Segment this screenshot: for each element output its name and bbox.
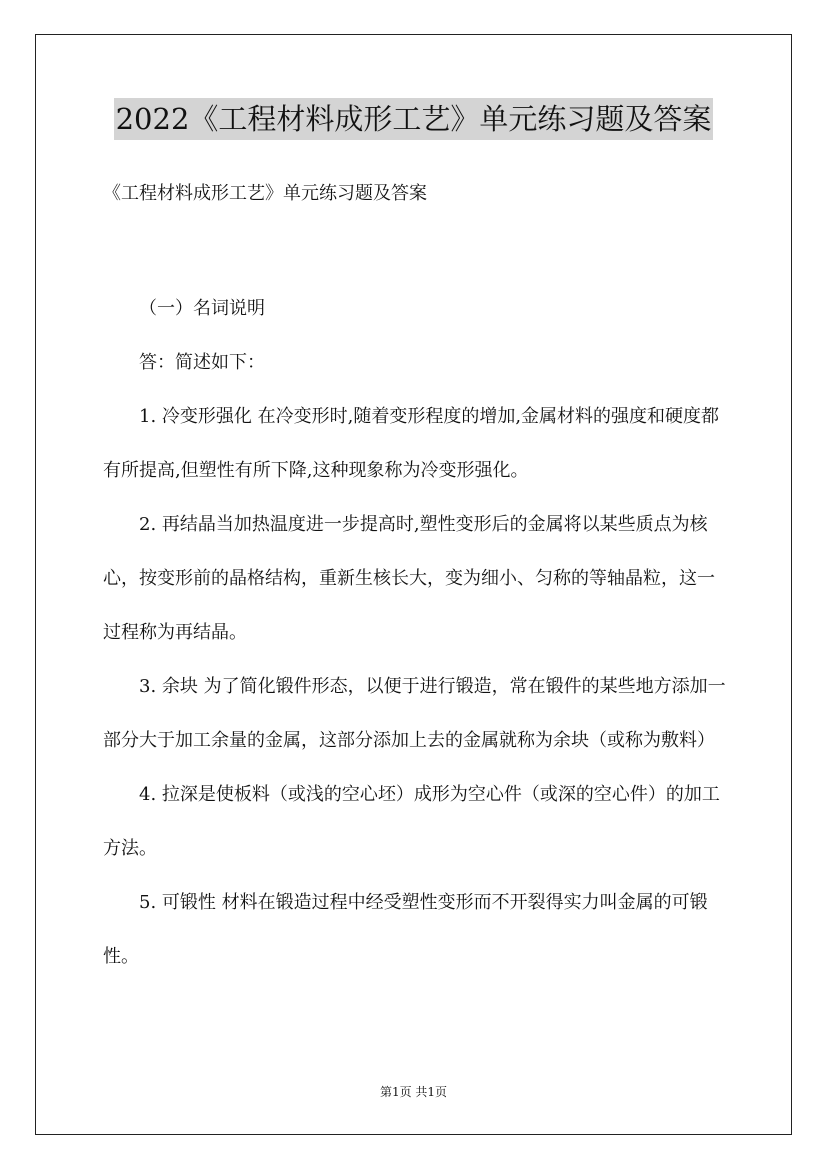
title-container — [0, 98, 827, 140]
definition-paragraph: 3. 余块 为了简化锻件形态，以便于进行锻造，常在锻件的某些地方添加一部分大于加工余量的金属，这部分添加上去的金属就称为余块（或称为敷料） — [103, 676, 726, 751]
definition-paragraph: 2. 再结晶当加热温度进一步提高时,塑性变形后的金属将以某些质点为核心，按变形前的晶格结构，重新生核长大，变为细小、匀称的等轴晶粒，这一过程称为再结晶。 — [103, 514, 715, 643]
definition-paragraph: 5. 可锻性 材料在锻造过程中经受塑性变形而不开裂得实力叫金属的可锻性。 — [103, 892, 708, 967]
definition-paragraph: 1. 冷变形强化 在冷变形时,随着变形程度的增加,金属材料的强度和硬度都有所提高,但塑性有所下降,这种现象称为冷变形强化。 — [103, 406, 720, 481]
answer-intro: 答：简述如下： — [139, 352, 265, 373]
document-subtitle: 《工程材料成形工艺》单元练习题及答案 — [103, 183, 427, 204]
definition-paragraph: 4. 拉深是使板料（或浅的空心坯）成形为空心件（或深的空心件）的加工方法。 — [103, 784, 720, 859]
document-title: 2022《工程材料成形工艺》单元练习题及答案 — [114, 98, 714, 140]
document-body — [103, 282, 729, 984]
section-heading: （一）名词说明 — [139, 298, 265, 319]
page-footer: 第1页 共1页 — [379, 1085, 448, 1099]
